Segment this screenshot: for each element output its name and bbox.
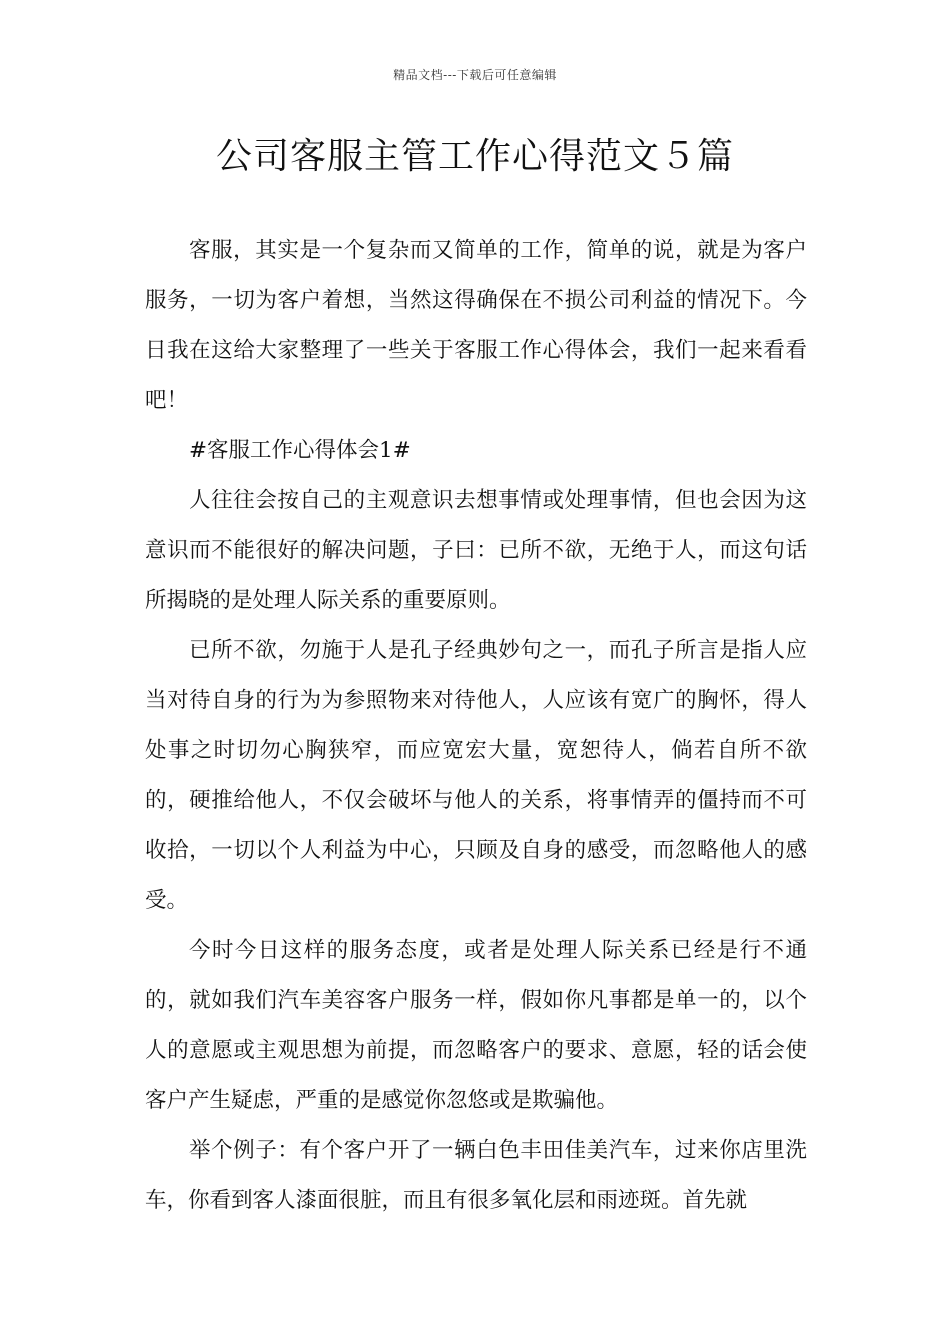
section-heading-1: #客服工作心得体会1# [189,438,411,463]
paragraph: 人往往会按自己的主观意识去想事情或处理事情，但也会因为这意识而不能很好的解决问题，子曰：已所不欲，无绝于人，而这句话所揭晓的是处理人际关系的重要原则。 [145,488,807,613]
document-title: 公司客服主管工作心得范文５篇 [215,136,734,177]
document-body [145,226,807,1226]
header-note: 精品文档---下载后可任意编辑 [393,68,557,82]
paragraph: 举个例子：有个客户开了一辆白色丰田佳美汽车，过来你店里洗车，你看到客人漆面很脏，而且有很多氧化层和雨迹斑。首先就 [145,1138,807,1213]
paragraph: 今时今日这样的服务态度，或者是处理人际关系已经是行不通的，就如我们汽车美容客户服务一样，假如你凡事都是单一的，以个人的意愿或主观思想为前提，而忽略客户的要求、意愿，轻的话会使客户产生疑虑，严重的是感觉你忽悠或是欺骗他。 [145,938,807,1113]
paragraph: 已所不欲，勿施于人是孔子经典妙句之一，而孔子所言是指人应当对待自身的行为为参照物来对待他人，人应该有宽广的胸怀，得人处事之时切勿心胸狭窄，而应宽宏大量，宽恕待人，倘若自所不欲的，硬推给他人，不仅会破坏与他人的关系，将事情弄的僵持而不可收拾，一切以个人利益为中心，只顾及自身的感受，而忽略他人的感受。 [145,638,807,913]
paragraph-intro: 客服，其实是一个复杂而又简单的工作，简单的说，就是为客户服务，一切为客户着想，当然这得确保在不损公司利益的情况下。今日我在这给大家整理了一些关于客服工作心得体会，我们一起来看看吧！ [145,238,807,413]
